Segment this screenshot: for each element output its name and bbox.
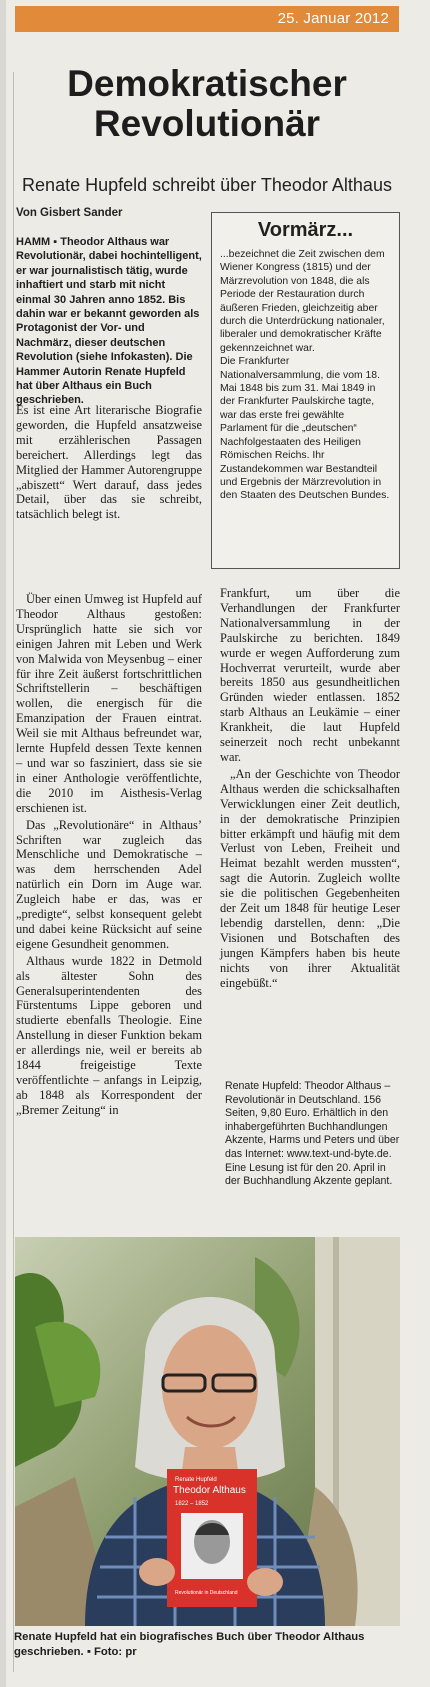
article-column-1: [16, 592, 202, 1120]
article-paragraph: Über einen Umweg ist Hupfeld auf Theodor Althaus gestoßen: Ursprünglich hatte sie sich vor einigen Jahren mit Leben und Werk von Malwida von Meysenbug – einer für ihre Zeit äußerst fortschrittlichen Schriftstellerin – beschäftigen wollen, die energisch für die Emanzipation der Frauen eintrat. Weil sie mit Althaus befreundet war, lernte Hupfeld dessen Texte kennen – und war so fasziniert, dass sie sie in einer Anthologie veröffentlichte, die 2010 im Aisthesis-Verlag erschienen ist.: [16, 592, 202, 815]
info-box-paragraph: ...bezeichnet die Zeit zwischen dem Wiener Kongress (1815) und der Märzrevolution von 1848, die als Periode der Restauration durch äußeren Frieden, gleichzeitig aber durch die Unterdrückung nationaler, liberaler und demokratischer Kräfte gekennzeichnet war.: [220, 249, 385, 354]
article-paragraph: Althaus wurde 1822 in Detmold als ältester Sohn des Generalsuperintendenten des Fürstentums Lippe geboren und studierte ebenfalls Theologie. Eine Anstellung in dieser Funktion bekam er allerdings nie, weil er bereits ab 1844 freigeistige Texte veröffentlichte – anfangs in Leipzig, ab 1848 als Korrespondent der „Bremer Zeitung“ in: [16, 953, 202, 1117]
photo-illustration: [15, 1237, 400, 1626]
article-column-1-top: [16, 403, 202, 524]
book-cover-subtitle: Revolutionär in Deutschland: [175, 1590, 238, 1596]
book-cover-title: Theodor Althaus: [173, 1485, 246, 1496]
info-box-title: Vormärz...: [257, 219, 354, 241]
article-column-2: [220, 586, 400, 992]
info-box: [211, 212, 400, 569]
book-info: Renate Hupfeld: Theodor Althaus – Revolutionär in Deutschland. 156 Seiten, 9,80 Euro. Erhältlich in den inhabergeführten Buchhandlungen Akzente, Harms und Peters und über das Internet: www.text-und-byte.de. Eine Lesung ist für den 20. April in der Buchhandlung Akzente geplant.: [225, 1080, 400, 1188]
headline: [15, 64, 399, 144]
headline-line-1: Demokratischer: [67, 63, 347, 104]
article-paragraph: „An der Geschichte von Theodor Althaus werden die schicksalhaften Verwicklungen einer Zeit deutlich, in der demokratische Prinzipien bitter erkämpft und häufig mit dem Verlust von Leben, Freiheit und Heimat bezahlt werden mussten“, sagt die Autorin. Zugleich wollte sie die politischen Gegebenheiten der Zeit um 1848 für heutige Leser lebendig darstellen, denn: „Die Visionen und Botschaften des jungen Kämpfers haben bis heute nichts von ihrer Aktualität eingebüßt.“: [220, 766, 400, 990]
book-cover-author: Renate Hupfeld: [175, 1477, 217, 1483]
byline: Von Gisbert Sander: [16, 207, 123, 219]
publication-date: 25. Januar 2012: [277, 10, 389, 27]
author-photo: [15, 1237, 400, 1626]
info-box-paragraph: Die Frankfurter Nationalversammlung, die vom 18. Mai 1848 bis zum 31. Mai 1849 in der Frankfurter Paulskirche tagte, war das erste frei gewählte Parlament für die „deutschen“ Nachfolgestaaten des Heiligen Römischen Reichs. Ihr Zustandekommen war Bestandteil und Ergebnis der Märzrevolution in den Staaten des Deutschen Bundes.: [220, 356, 390, 502]
article-paragraph: Frankfurt, um über die Verhandlungen der Frankfurter Nationalversammlung in der Paulskirche zu berichten. 1849 wurde er wegen Aufforderung zum Hochverrat verurteilt, wurde aber bereits 1850 aus gesundheitlichen Gründen wieder entlassen. 1852 starb Althaus an Leukämie – einer Krankheit, die laut Hupfeld seinerzeit noch recht unbekannt war.: [220, 586, 400, 764]
headline-line-2: Revolutionär: [93, 103, 321, 144]
article-paragraph: Das „Revolutionäre“ in Althaus’ Schriften war zugleich das Menschliche und Demokratische – was dem herrschenden Adel natürlich ein Dorn im Auge war. Zugleich habe er das, was er „predigte“, selbst konsequent gelebt und dabei keine Rücksicht auf seine eigene Gesundheit genommen.: [16, 817, 202, 951]
article-lead: HAMM ▪ Theodor Althaus war Revolutionär, dabei hochintelligent, er war journalistisch tätig, wurde inhaftiert und starb mit nicht einmal 30 Jahren anno 1852. Bis dahin war er bekannt geworden als Protagonist der Vor- und Nachmärz, dieser deutschen Revolution (siehe Infokasten). Die Hammer Autorin Renate Hupfeld hat über Althaus ein Buch geschrieben.: [16, 236, 202, 407]
photo-caption: Renate Hupfeld hat ein biografisches Buch über Theodor Althaus geschrieben. ▪ Foto: pr: [14, 1631, 365, 1658]
page-edge: [0, 0, 6, 1687]
book-cover-years: 1822 – 1852: [175, 1501, 209, 1507]
column-rule: [13, 72, 14, 1672]
date-bar: [15, 6, 399, 32]
article-paragraph: Es ist eine Art literarische Biografie geworden, die Hupfeld ansatzweise mit erzählerischen Passagen bereichert. Allerdings legt das Mitglied der Hammer Autorengruppe „abiszett“ Wert darauf, dass jedes Detail, über das sie schreibt, tatsächlich belegt ist.: [16, 403, 202, 522]
subheadline: Renate Hupfeld schreibt über Theodor Althaus: [22, 175, 392, 195]
